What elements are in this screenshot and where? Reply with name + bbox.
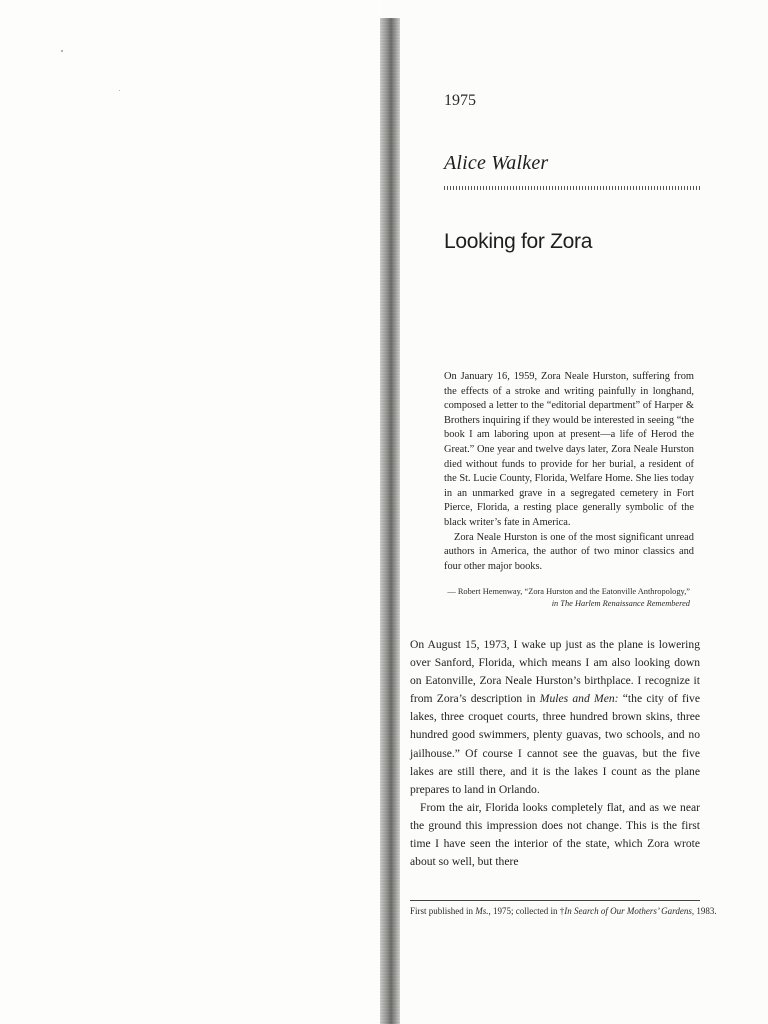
epigraph-attribution: [444, 586, 690, 610]
book-gutter: [380, 18, 400, 1024]
body-paragraph: From the air, Florida looks completely flat, and as we near the ground this impression does not change. This is the first time I have seen the interior of the state, which Zora wrote about so well, but there: [410, 800, 700, 869]
author-name: Alice Walker: [444, 152, 549, 174]
scan-speck: [119, 90, 120, 91]
footnote-text: , 1983.: [691, 906, 717, 916]
footnote-divider: [410, 900, 700, 901]
epigraph: [444, 370, 694, 574]
publication-footnote: [410, 906, 717, 916]
footnote-text: First published in: [410, 906, 476, 916]
book-title-mules-and-men: Mules and Men:: [539, 692, 619, 706]
publication-year: 1975: [444, 92, 476, 109]
essay-title: Looking for Zora: [444, 230, 593, 253]
dotted-divider: [444, 186, 700, 190]
body-text-run: On August 15, 1973, I wake up just as the plane is lowering over Sanford, Florida, which means I am also looking down on Eatonville, Zora Neale Hurston’s birthplace. I recognize it from Zora’s description in: [410, 638, 700, 706]
epigraph-paragraph: Zora Neale Hurston is one of the most significant unread authors in America, the author of two minor classics and four other major books.: [444, 531, 694, 572]
footnote-book: In Search of Our Mothers’ Gardens: [564, 906, 692, 916]
essay-body: [410, 636, 700, 871]
blank-left-page: [0, 0, 382, 1024]
scan-speck: [61, 50, 63, 52]
footnote-text: , 1975; collected in †: [488, 906, 565, 916]
attribution-source: — Robert Hemenway, “Zora Hurston and the Eatonville Anthropology,”: [447, 587, 690, 596]
footnote-magazine: Ms.: [475, 906, 489, 916]
epigraph-paragraph: On January 16, 1959, Zora Neale Hurston, suffering from the effects of a stroke and writing painfully in longhand, composed a letter to the “editorial department” of Harper & Brothers inquiring if they would be interested in seeing “the book I am laboring upon at present—a life of Herod the Great.” One year and twelve days later, Zora Neale Hurston died without funds to provide for her burial, a resident of the St. Lucie County, Florida, Welfare Home. She lies today in an unmarked grave in a segregated cemetery in Fort Pierce, Florida, a resting place generally symbolic of the black writer’s fate in America.: [444, 371, 694, 528]
body-paragraph: [410, 636, 700, 799]
attribution-book: in The Harlem Renaissance Remembered: [551, 599, 690, 608]
body-text-run: “the city of five lakes, three croquet courts, three hundred brown skins, three hundred good swimmers, plenty guavas, two schools, and no jailhouse.” Of course I cannot see the guavas, but the five lakes are still there, and it is the lakes I count as the plane prepares to land in Orlando.: [410, 692, 700, 796]
